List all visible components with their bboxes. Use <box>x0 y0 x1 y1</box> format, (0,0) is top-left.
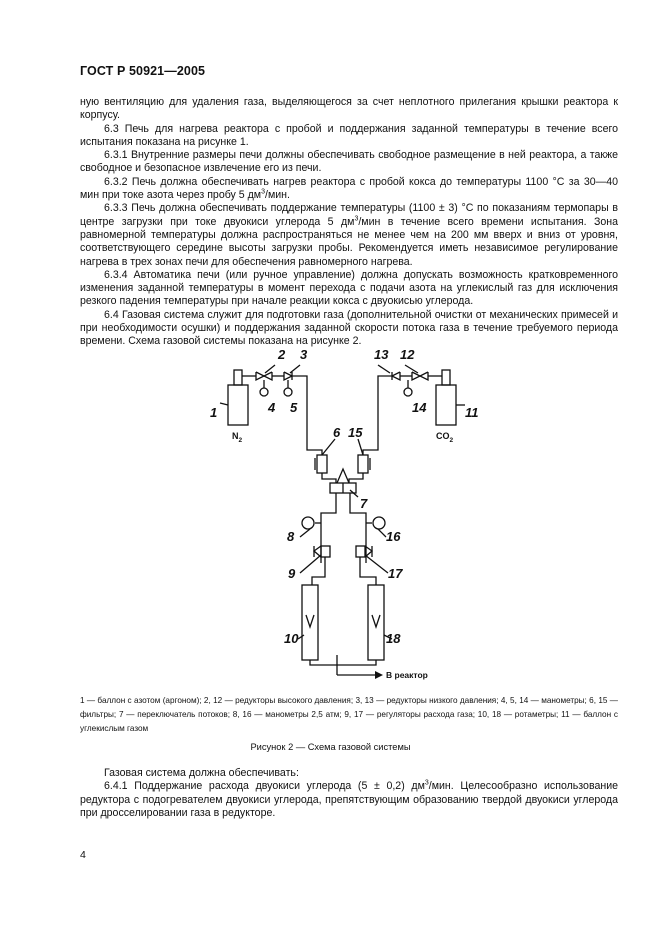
label-7: 7 <box>360 496 368 511</box>
document-header: ГОСТ Р 50921—2005 <box>80 64 206 78</box>
reducer-12-left <box>412 372 420 380</box>
paragraph-6-4-1-tail: /мин. Целесообразно использование редуктора с подогревателем двуокиси углерода, препятствующим образованию твердой двуокиси углерода при дросселировании газа в редукторе. <box>80 780 618 819</box>
pipe-15-switch <box>349 473 363 483</box>
gauge-16 <box>373 517 385 529</box>
rotameter-10-float <box>306 615 314 627</box>
paragraph-gas-system-requirements: Газовая система должна обеспечивать: <box>104 767 299 779</box>
gas-n2-subscript: 2 <box>238 437 243 444</box>
paragraph-6-3-2-text: 6.3.2 Печь должна обеспечивать нагрев реактора с пробой кокса до температуры 1100 °С за 30—40 мин при токе азота через пробу 5 дм <box>80 175 618 202</box>
leader-9 <box>300 555 321 573</box>
filter-15 <box>358 455 368 473</box>
rotameter-18-float <box>372 615 380 627</box>
label-14: 14 <box>412 400 427 415</box>
body-text-bottom <box>80 767 618 820</box>
label-17: 17 <box>388 566 403 581</box>
leader-16 <box>378 529 386 537</box>
rotameter-18 <box>368 585 384 660</box>
gauge-4 <box>260 388 268 396</box>
label-5: 5 <box>290 400 298 415</box>
paragraph-6-3-1: 6.3.1 Внутренние размеры печи должны обеспечивать свободное размещение в ней реактора, а также свободное и безопасное извлечение его из печи. <box>80 149 618 175</box>
to-reactor-arrow-icon <box>375 671 383 679</box>
label-18: 18 <box>386 631 401 646</box>
gas-system-schematic <box>190 345 480 685</box>
leader-1 <box>220 403 228 405</box>
filter-6 <box>317 455 327 473</box>
label-9: 9 <box>288 566 296 581</box>
n2-cylinder-valve <box>234 370 242 385</box>
leader-15 <box>358 439 363 455</box>
pipe-n2-main <box>292 376 322 455</box>
label-3: 3 <box>300 347 308 362</box>
label-10: 10 <box>284 631 299 646</box>
paragraph-6-3-2-tail: /мин. <box>265 189 290 202</box>
leader-8 <box>300 529 310 537</box>
pipe-switch-left <box>321 493 336 563</box>
pipe-18-out <box>337 660 376 665</box>
gas-label-n2 <box>232 431 243 444</box>
label-11: 11 <box>465 405 479 420</box>
page-number: 4 <box>80 849 86 861</box>
body-text-top <box>80 96 618 349</box>
paragraph-6-4-1-text: 6.4.1 Поддержание расхода двуокиси углерода (5 ± 0,2) дм <box>104 780 425 793</box>
gauge-14 <box>404 388 412 396</box>
paragraph-6-3-3-text: 6.3.3 Печь должна обеспечивать поддержание температуры (1100 ± 3) °С по показаниям термопары в центре загрузки при токе двуокиси углерода 5 дм <box>80 202 618 228</box>
label-15: 15 <box>348 425 363 440</box>
label-1: 1 <box>210 405 218 420</box>
gas-co2-main: CO <box>436 431 450 441</box>
paragraph-6-4-1 <box>80 780 618 820</box>
superscript: 3 <box>354 215 359 223</box>
reducer-13 <box>392 372 400 380</box>
diagram-drawing <box>220 365 465 675</box>
reducer-3 <box>284 372 292 380</box>
paragraph-6-3-2 <box>80 176 618 203</box>
regulator-9 <box>321 546 330 557</box>
label-12: 12 <box>400 347 415 362</box>
gas-n2-main: N <box>232 431 239 441</box>
regulator-17 <box>356 546 365 557</box>
leader-12 <box>405 365 418 373</box>
pipe-co2-main <box>363 376 392 455</box>
paragraph-6-3-3-tail: /мин в течение всего времени испытания. Зона равномерной температуры должна распространяться не менее чем на 200 мм вверх и вниз от уровня, соответствующего середине высоты загрузки пробы. Рекомендуется иметь независимое регулирование нагрева в трех зонах печи для обеспечения равномерного нагрева. <box>80 215 618 268</box>
paragraph-6-3-3 <box>80 202 618 268</box>
label-8: 8 <box>287 529 295 544</box>
label-16: 16 <box>386 529 401 544</box>
leader-3 <box>290 365 300 373</box>
leader-2 <box>265 365 275 373</box>
switch-7-handle <box>337 469 349 483</box>
label-4: 4 <box>268 400 276 415</box>
gas-system-diagram <box>190 345 480 685</box>
superscript: 3 <box>261 188 265 196</box>
paragraph-6-3-4: 6.3.4 Автоматика печи (или ручное управление) должна допускать возможность кратковременного изменения заданной температуры в момент перехода с подачи азота на углекислый газ для исключения резкого падения температуры при начале реакции кокса с двуокисью углерода. <box>80 268 618 308</box>
rotameter-10 <box>302 585 318 660</box>
leader-13 <box>378 365 390 373</box>
leader-6 <box>322 439 335 455</box>
co2-cylinder <box>436 385 456 425</box>
paragraph-continuation: ную вентиляцию для удаления газа, выделяющегося за счет неплотного прилегания крышки реактора к корпусу. <box>80 96 618 122</box>
n2-cylinder <box>228 385 248 425</box>
pipe-6-switch <box>322 473 336 483</box>
superscript: 3 <box>424 779 429 787</box>
label-6: 6 <box>333 425 341 440</box>
co2-cylinder-valve <box>442 370 450 385</box>
gauge-8 <box>302 517 314 529</box>
gas-co2-subscript: 2 <box>449 437 454 444</box>
leader-10 <box>298 635 304 639</box>
label-2: 2 <box>278 347 286 362</box>
label-13: 13 <box>374 347 389 362</box>
figure-caption: Рисунок 2 — Схема газовой системы <box>250 742 411 752</box>
to-reactor-label: В реактор <box>386 670 428 680</box>
gas-label-co2 <box>436 431 454 444</box>
leader-17 <box>365 555 388 573</box>
gauge-5 <box>284 388 292 396</box>
figure-legend: 1 — баллон с азотом (аргоном); 2, 12 — редукторы высокого давления; 3, 13 — редукторы низкого давления; 4, 5, 14 — манометры; 6, 15 — фильтры; 7 — переключатель потоков; 8, 16 — манометры 2,5 атм; 9, 17 — регуляторы расхода газа; 10, 18 — ротаметры; 11 — баллон с углекислым газом <box>80 696 618 733</box>
paragraph-6-4: 6.4 Газовая система служит для подготовки газа (дополнительной очистки от механических примесей и при необходимости осушки) и поддержания заданной скорости потока газа в течение требуемого периода времени. Схема газовой системы показана на рисунке 2. <box>80 308 618 348</box>
paragraph-6-3: 6.3 Печь для нагрева реактора с пробой и поддержания заданной температуры в течение всего испытания показана на рисунке 1. <box>80 122 618 148</box>
